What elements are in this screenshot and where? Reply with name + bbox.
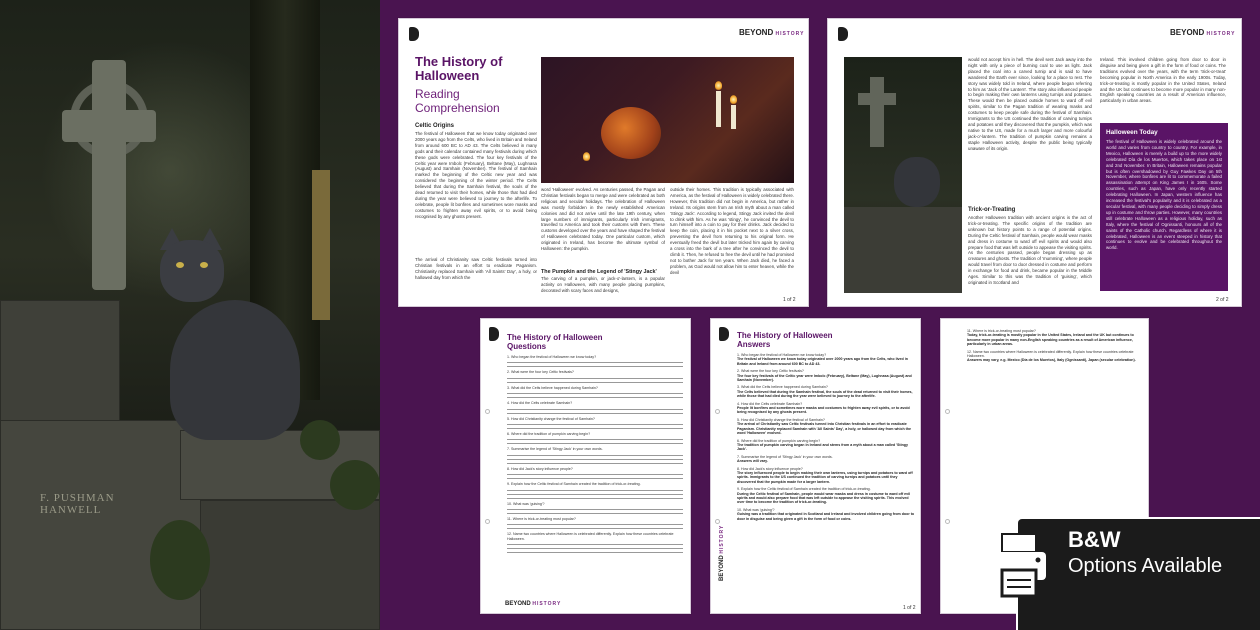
answer-text: The festival of Halloween we know today originated over 2000 years ago from the Celts, who lived in Britain and Ireland from around 600 BC to AD 43. xyxy=(737,357,908,366)
reading-page-1 xyxy=(398,18,809,307)
question-text: 12. Name two countries where Halloween is celebrated differently. Explain how these countries celebrate Halloween. xyxy=(967,349,1134,359)
question-text: 6. Where did the tradition of pumpkin carving begin? xyxy=(737,438,821,443)
question-text: 4. How did the Celts celebrate Samhain? xyxy=(737,401,803,406)
answer-line[interactable] xyxy=(507,460,683,464)
answer-item xyxy=(737,402,915,415)
question-text: 5. How did Christianity change the festival of Samhain? xyxy=(507,416,595,421)
question-text: 2. What were the four key Celtic festivals? xyxy=(507,370,574,375)
page-number: 1 of 2 xyxy=(783,297,796,303)
answer-item xyxy=(737,439,915,452)
answer-item xyxy=(737,385,915,398)
cat-photo-thumbnail xyxy=(844,57,962,293)
answers-title: The History of Halloween Answers xyxy=(737,331,833,349)
answer-item xyxy=(737,455,915,464)
body-text: Ireland. This involved children going from door to door in disguise and being given a gift in the form of food or coins. The traditions evolved over the years, with the term 'trick-or-treat' becoming popular in North America in the early 1900s. Today, trick-or-treating is mostly popular in the United States, Ireland and the UK but continues to become more popular in many non-English speaking countries as a result of American influence, particularly in urban areas. xyxy=(1100,57,1226,104)
question-item xyxy=(507,386,683,398)
question-text: 8. How did Jack's story influence people? xyxy=(507,466,573,471)
beyond-brand: BEYOND HISTORY xyxy=(739,28,805,37)
answer-text: Answers may vary, e.g. Mexico (Día de los Muertos), Italy (Ognissanti), Japan (secular celebration). xyxy=(967,358,1136,363)
question-text: 1. Who began the festival of Halloween we know today? xyxy=(737,353,827,357)
answer-line[interactable] xyxy=(507,475,683,479)
candle xyxy=(716,91,721,127)
answer-line[interactable] xyxy=(507,525,683,529)
answer-line[interactable] xyxy=(507,440,683,444)
body-text: The festival of Halloween that we know today originated over 2000 years ago from the Celts, who lived in Britain and Ireland from around 600 BC to AD 43. The Celts believed in many gods and their calendar contained many festivals during which these gods were celebrated. The four key festivals of the Celtic year were Imbolc (February), Beltane (May), Lughnasa (August) and Samhain (November). The festival of Samhain marked the beginning of the Celtic new year and was considered the beginning of the winter period. The Celts believed that during the Samhain festival, the souls of the dead returned to visit their homes, while those that had died during the year were believed to journey to the afterlife. To celebrate, people lit bonfires and sometimes wore masks and costumes to frighten away evil spirits, or to avoid being recognised by any ghosts present. xyxy=(415,131,537,219)
body-text: The carving of a pumpkin, or jack-o'-lantern, is a popular activity on Halloween, with many people placing pumpkins, decorated with scary faces and designs, xyxy=(541,276,665,293)
answer-text: The Celts believed that during the Samhain festival, the souls of the dead returned to visit their homes, while those that had died during the year were believed to journey to the afterlife. xyxy=(737,389,913,399)
badge-subtitle: Options Available xyxy=(1068,555,1223,577)
answer-item xyxy=(967,350,1143,363)
punch-hole xyxy=(485,519,490,524)
punch-hole xyxy=(715,519,720,524)
question-text: 11. Where is trick-or-treating most popular? xyxy=(967,329,1036,333)
answer-item xyxy=(967,329,1143,347)
question-item xyxy=(507,447,683,463)
cat-body xyxy=(170,300,300,440)
answer-item xyxy=(737,467,915,485)
printer-icon xyxy=(988,528,1050,600)
punch-hole xyxy=(945,519,950,524)
questions-title: The History of Halloween Questions xyxy=(507,333,603,351)
halloween-today-box xyxy=(1100,123,1228,291)
question-item xyxy=(507,432,683,444)
answer-line[interactable] xyxy=(507,510,683,514)
twinkl-logo xyxy=(838,27,848,41)
answer-line[interactable] xyxy=(507,425,683,429)
answer-text: Answers will vary. xyxy=(737,459,768,464)
answer-line[interactable] xyxy=(507,363,683,367)
page-subtitle: Reading Comprehension xyxy=(415,87,500,115)
reading-page-2 xyxy=(827,18,1242,307)
gravestone-engraving: F. PUSHMAN HANWELL xyxy=(40,492,115,516)
section-heading: The Pumpkin and the Legend of 'Stingy Jack' xyxy=(541,269,657,275)
body-text: outside their homes. This tradition is typically associated with America, as the festival of Halloween is widely celebrated there. However, this tradition did not begin in America, but rather in Ireland. Its origins stem from an Irish myth about a man called 'Stingy Jack'. According to legend, Stingy Jack invited the devil to drink with him. As he was 'stingy', he convinced the devil to turn himself into a coin to pay for their drinks. Jack decided to keep the coin, placing it in his pocket next to a silver cross, preventing the devil from returning to his original form. He eventually freed the devil but later tricked him again by carving a cross into the bark of a tree after he convinced the devil to climb it. Then, he refused to free the devil until he had promised not to bother Jack for ten years. When Jack died, he faced a problem, as God would not allow him to enter heaven, while the devil xyxy=(670,187,794,275)
answer-text: The tradition of pumpkin carving began in Ireland and stems from a myth about a man called 'Stingy Jack'. xyxy=(737,442,908,452)
question-item xyxy=(507,355,683,367)
question-text: 11. Where is trick-or-treating most popular? xyxy=(507,517,576,522)
page-number: 2 of 2 xyxy=(1216,297,1229,303)
answer-text: People lit bonfires and sometimes wore masks and costumes to frighten away evil spirits, or to avoid being recognised by any ghosts present. xyxy=(737,406,910,415)
twinkl-logo xyxy=(489,327,499,341)
question-text: 1. Who began the festival of Halloween we know today? xyxy=(507,355,597,359)
question-item xyxy=(507,517,683,529)
answer-line[interactable] xyxy=(507,379,683,383)
question-text: 4. How did the Celts celebrate Samhain? xyxy=(507,401,573,406)
question-text: 3. What did the Celts believe happened during Samhain? xyxy=(737,385,828,390)
question-item xyxy=(507,417,683,429)
celtic-cross xyxy=(92,60,126,290)
question-item xyxy=(507,401,683,413)
answer-item xyxy=(737,353,915,366)
question-text: 2. What were the four key Celtic festivals? xyxy=(737,369,804,374)
section-heading: Celtic Origins xyxy=(415,123,455,129)
question-text: 10. What was 'guising'? xyxy=(737,507,775,512)
question-item xyxy=(507,467,683,479)
answers-page-1 xyxy=(710,318,921,614)
punch-hole xyxy=(945,409,950,414)
gravestone xyxy=(0,300,120,440)
body-text: The arrival of Christianity saw Celtic festivals turned into Christian festivals in an effort to eradicate Paganism. Christianity replaced Samhain with 'All Saints' Day', a holy, or hallowed day from which the xyxy=(415,257,537,280)
answer-line[interactable] xyxy=(507,549,683,553)
question-list xyxy=(507,355,683,556)
page-title: The History of Halloween xyxy=(415,54,503,83)
sidebar-text: The festival of Halloween is widely celebrated around the world and varies from country to country. For example, in Mexico, Halloween is merely a build up to the more widely celebrated Día de los Muertos, which takes place on 1st and 2nd November. In Britain, Halloween remains popular but is often overshadowed by Guy Fawkes Day on 5th November, where bonfires are lit to commemorate a failed assassination attempt on King James I in 1605. Some countries, such as Japan, have only recently started celebrating Halloween. In Japan, western influence has increased the festival's popularity and it is celebrated as a secular festival, with many people deciding to simply dress up in costume and throw parties. However, many countries still celebrate Halloween as a religious holiday, such as Italy, where the festival of Ognissanti, honours all of the saints of the Catholic church. Regardless of where it is celebrated, Halloween is an event steeped in history that continues to evolve and be celebrated throughout the world. xyxy=(1106,139,1222,251)
beyond-brand: BEYOND HISTORY xyxy=(719,524,725,581)
answer-text: The four key festivals of the Celtic year were Imbolc (February), Beltane (May), Lughnasa (August) and Samhain (November). xyxy=(737,373,912,383)
pumpkin xyxy=(601,107,661,159)
answer-list xyxy=(967,329,1143,366)
answer-text: During the Celtic festival of Samhain, people would wear masks and dress in costume to ward off evil spirits and would also prepare food that was left outside to appease the visiting spirits. This evolved over time to become the tradition of trick-or-treating. xyxy=(737,491,911,505)
candle xyxy=(731,105,736,129)
section-heading: Trick-or-Treating xyxy=(968,207,1016,213)
beyond-brand: BEYOND HISTORY xyxy=(1170,28,1236,37)
body-text: would not accept him in hell. The devil sent Jack away into the night with only a piece of burning coal to use as light. Jack placed the coal into a carved turnip and is said to have wandered the Earth ever since, looking for a place to rest. The story was widely told in Ireland, where people began referring to him as 'Jack of the Lantern'. The story also influenced people to begin making their own lanterns using turnips and potatoes. These would then be placed outside homes to ward off evil spirits, similar to the Pagan tradition of wearing masks and costumes to keep people safe during the festival of Samhain. Immigrants to the US continued the tradition of carving turnips and potatoes until they discovered that the pumpkin, which was native to the US, made for a much larger and more colourful jack-o'-lantern. The tradition of pumpkin carving remains a staple Halloween activity, despite the public being typically unaware of its origin. xyxy=(968,57,1092,151)
beyond-brand: BEYOND HISTORY xyxy=(505,601,562,607)
sidebar-heading: Halloween Today xyxy=(1106,129,1158,136)
answer-text: The arrival of Christianity saw Celtic festivals turned into Christian festivals in an effort to eradicate Paganism. Christianity replaced Samhain with 'All Saints' Day', a holy, or hallowed day from which the word 'Halloween' evolved. xyxy=(737,422,912,436)
flame xyxy=(583,152,590,161)
body-text: Another Halloween tradition with ancient origins is the act of trick-or-treating. The specific origins of the tradition are unknown but history points to a range of potential origins. During the Celtic festival of Samhain, people would wear masks and dress in costume to ward off evil spirits and would also prepare food that was left outside to appease the visiting spirits. As the centuries passed, people began dressing up as creatures and ghosts. The tradition of 'mumming', where people would travel from door to door dressed in costume and perform in exchange for food and drink, became popular in the Middle Ages. Similar to this was the tradition of 'guising', which originated in Scotland and xyxy=(968,215,1092,285)
answer-line[interactable] xyxy=(507,495,683,499)
answer-text: Guising was a tradition that originated in Scotland and Ireland and involved children going from door to door in disguise and being given a gift in the form of food or coins. xyxy=(737,512,915,521)
celtic-cross-arm xyxy=(62,110,156,142)
answer-item xyxy=(737,508,915,521)
ivy xyxy=(300,420,340,460)
cat-graveyard-photo xyxy=(0,0,380,630)
question-text: 12. Name two countries where Halloween is celebrated differently. Explain how these countries celebrate Halloween. xyxy=(507,532,674,541)
answer-list xyxy=(737,353,915,524)
question-text: 6. Where did the tradition of pumpkin carving begin? xyxy=(507,432,591,437)
ivy xyxy=(150,520,210,600)
question-text: 10. What was 'guising'? xyxy=(507,501,545,506)
answer-text: The story influenced people to begin making their own lanterns, using turnips and potatoes to ward off spirits. Immigrants to the US continued the tradition of carving turnips and potatoes until they discovered that the pumpkin made for a larger lantern. xyxy=(737,470,913,484)
page-number: 1 of 2 xyxy=(903,605,916,611)
question-item xyxy=(507,370,683,382)
questions-page xyxy=(480,318,691,614)
question-item xyxy=(507,532,683,553)
answer-line[interactable] xyxy=(507,394,683,398)
answer-item xyxy=(737,418,915,436)
wooden-post xyxy=(312,170,330,320)
cat-head xyxy=(160,240,224,302)
twinkl-logo xyxy=(409,27,419,41)
badge-title: B&W xyxy=(1068,527,1121,552)
halloween-hero-image xyxy=(541,57,794,183)
question-text: 7. Summarise the legend of 'Stingy Jack' in your own words. xyxy=(507,447,603,452)
punch-hole xyxy=(485,409,490,414)
tomb-side xyxy=(200,500,380,630)
question-text: 9. Explain how the Celtic festival of Samhain created the tradition of trick-or-treating. xyxy=(507,482,641,487)
flame xyxy=(730,95,737,104)
question-text: 5. How did Christianity change the festival of Samhain? xyxy=(737,417,825,422)
question-item xyxy=(507,502,683,514)
answer-line[interactable] xyxy=(507,410,683,414)
flame xyxy=(715,81,722,90)
question-text: 9. Explain how the Celtic festival of Samhain created the tradition of trick-or-treating. xyxy=(737,487,871,492)
question-text: 8. How did Jack's story influence people? xyxy=(737,466,803,471)
question-text: 7. Summarise the legend of 'Stingy Jack' in your own words. xyxy=(737,454,833,459)
answer-item xyxy=(737,487,915,505)
twinkl-logo xyxy=(719,327,729,341)
body-text: word 'Halloween' evolved. As centuries passed, the Pagan and Christian festivals began to merge and were celebrated as both religious and secular holidays. The celebration of Halloween was mostly forbidden in the newly established American colonies and did not arrive until the late 19th century, when large numbers of immigrants, particularly Irish immigrants, travelled to America and took their customs with them. These customs developed over the years and have shaped the festival of Halloween celebrated today. One particular custom, which originated in Ireland, has become the ultimate symbol of Halloween: the pumpkin. xyxy=(541,187,665,252)
question-text: 3. What did the Celts believe happened during Samhain? xyxy=(507,385,598,390)
answer-item xyxy=(737,369,915,382)
ivy xyxy=(330,460,380,510)
answer-text: Today, trick-or-treating is mostly popular in the United States, Ireland and the UK but continues to become more popular in many non-English speaking countries as a result of American influence, particularly in urban areas. xyxy=(967,333,1134,347)
punch-hole xyxy=(715,409,720,414)
cat-eye-left xyxy=(176,262,184,268)
cat-eye-right xyxy=(200,262,208,268)
question-item xyxy=(507,482,683,498)
